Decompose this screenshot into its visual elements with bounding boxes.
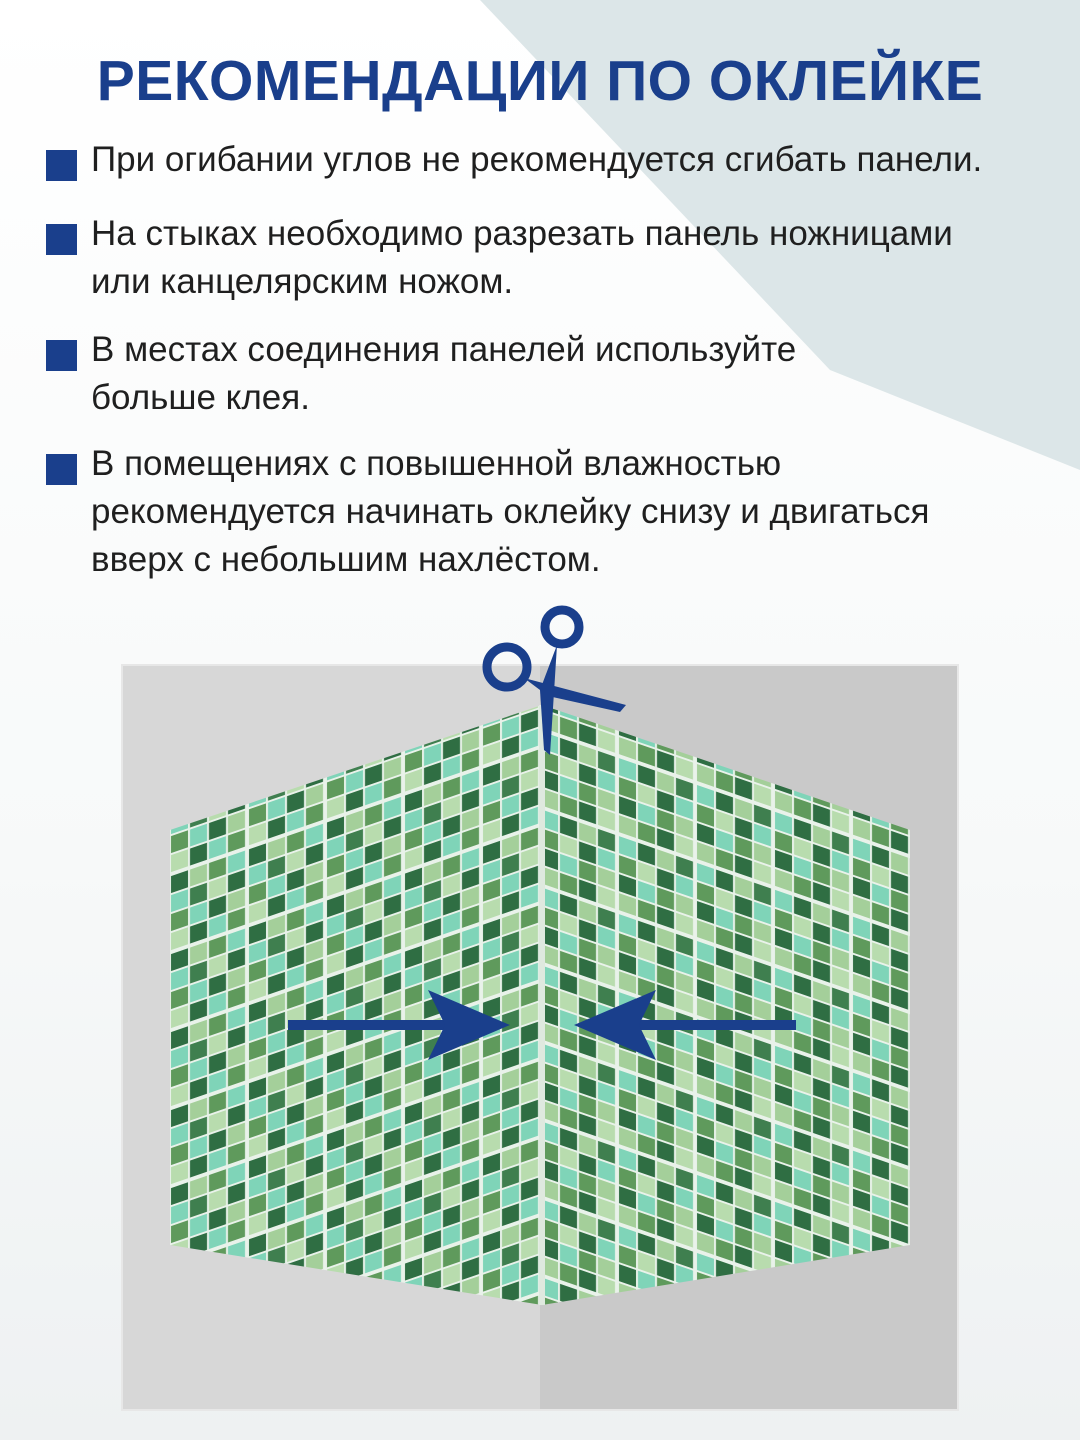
bullet-square-icon <box>46 454 77 485</box>
tip-text: На стыках необходимо разрезать панель ножницами или канцелярским ножом. <box>91 214 953 301</box>
bullet-square-icon <box>46 340 77 371</box>
tip-text: В помещениях с повышенной влажностью рекомендуется начинать оклейку снизу и двигаться вверх с небольшим нахлёстом. <box>91 444 930 579</box>
tip-text: При огибании углов не рекомендуется сгибать панели. <box>91 140 983 179</box>
corner-illustration <box>0 600 1080 1440</box>
tip-text: В местах соединения панелей используйте больше клея. <box>91 330 797 417</box>
page-title: РЕКОМЕНДАЦИИ ПО ОКЛЕЙКЕ <box>96 49 984 113</box>
bullet-square-icon <box>46 224 77 255</box>
bullet-square-icon <box>46 150 77 181</box>
